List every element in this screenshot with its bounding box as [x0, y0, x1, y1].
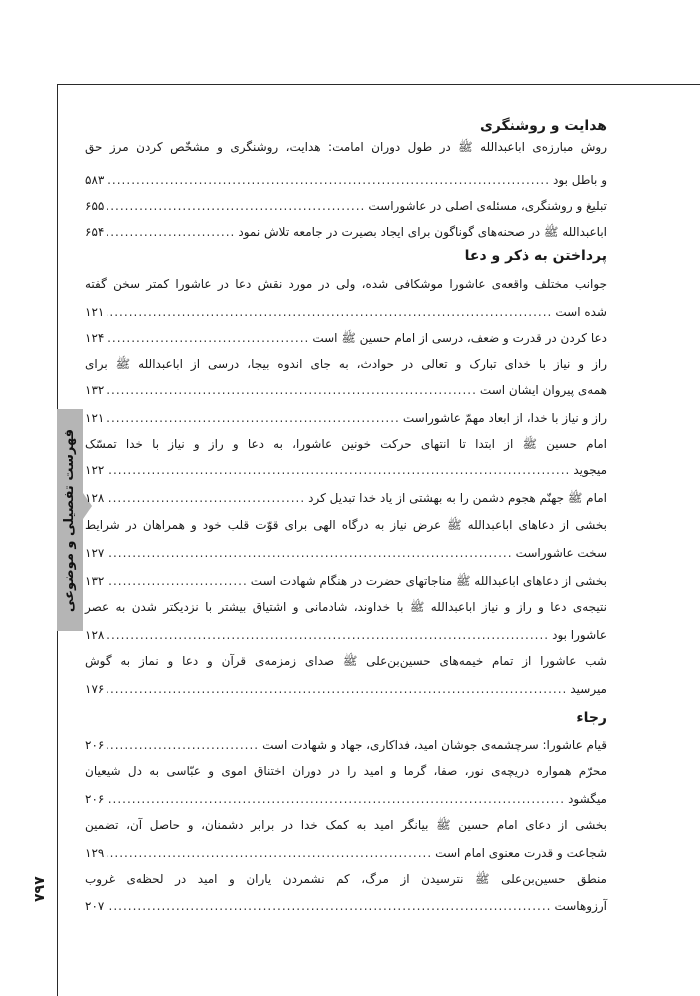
entry-line: منطق حسین‌بن‌علی ﷺ نترسیدن از مرگ، کم نشمردن یاران و امید در لحظه‌ی غروب — [85, 872, 607, 886]
page-number: ۷۹۷ — [32, 876, 48, 902]
index-entry — [85, 571, 607, 591]
page-frame-top-rule — [57, 84, 700, 85]
entry-text: امام ﷺ جهنّم هجوم دشمن را به بهشتی از یاد خدا تبدیل کرد — [308, 491, 607, 505]
index-entry — [85, 625, 607, 645]
entry-text: سخت عاشوراست — [515, 546, 607, 560]
entry-text: میجوید — [573, 463, 607, 477]
entry-text: راز و نیاز با خدا، از ابعاد مهمّ عاشوراست — [402, 411, 607, 425]
dot-leader — [107, 543, 512, 563]
page-ref: ۱۲۱ — [85, 411, 105, 425]
page-ref: ۲۰۶ — [85, 792, 105, 806]
entry-line: راز و نیاز با خدای تبارک و تعالی در حوادث، به جای اندوه بیجا، درسی از اباعبدالله ﷺ برای — [85, 357, 607, 371]
dot-leader — [107, 328, 309, 348]
entry-line: بخشی از دعای امام حسین ﷺ بیانگر امید به کمک خدا در برابر دشمنان، و حاصل آن، تضمین — [85, 818, 607, 832]
index-entry — [85, 679, 607, 699]
dot-leader — [107, 170, 550, 190]
index-entry — [85, 170, 607, 190]
page-ref: ۱۲۸ — [85, 628, 105, 642]
index-entry — [85, 843, 607, 863]
side-tab-label: فهرست تفصیلی و موضوعی — [62, 428, 78, 612]
index-entry — [85, 328, 607, 348]
section-side-tab — [57, 409, 83, 631]
index-entry — [85, 488, 607, 508]
page-ref: ۱۳۲ — [85, 574, 105, 588]
dot-leader — [107, 488, 305, 508]
page-ref: ۱۲۹ — [85, 846, 105, 860]
entry-text: میرسید — [570, 682, 607, 696]
entry-line: روش مبارزه‌ی اباعبدالله ﷺ در طول دوران امامت: هدایت، روشنگری و مشخّص کردن مرز حق — [85, 140, 607, 154]
section-heading: پرداختن به ذکر و دعا — [464, 248, 607, 264]
index-entry — [85, 222, 607, 242]
index-entry — [85, 543, 607, 563]
index-entry — [85, 380, 607, 400]
page-ref: ۱۲۱ — [85, 305, 105, 319]
dot-leader — [107, 843, 432, 863]
entry-text: اباعبدالله ﷺ در صحنه‌های گوناگون برای ایجاد بصیرت در جامعه تلاش نمود — [238, 225, 607, 239]
entry-text: عاشورا بود — [552, 628, 607, 642]
page-ref: ۱۲۷ — [85, 546, 105, 560]
index-entry — [85, 196, 607, 216]
entry-text: بخشی از دعاهای اباعبدالله ﷺ مناجاتهای حضرت در هنگام شهادت است — [250, 574, 607, 588]
dot-leader — [107, 789, 565, 809]
dot-leader — [107, 408, 400, 428]
page-ref: ۱۲۴ — [85, 331, 105, 345]
entry-text: تبلیغ و روشنگری، مسئله‌ی اصلی در عاشوراست — [368, 199, 607, 213]
page-ref: ۱۲۲ — [85, 463, 105, 477]
dot-leader — [107, 302, 552, 322]
dot-leader — [107, 222, 235, 242]
index-entry — [85, 302, 607, 322]
index-entry — [85, 896, 607, 916]
page-ref: ۱۳۲ — [85, 383, 105, 397]
dot-leader — [107, 625, 549, 645]
index-entry — [85, 408, 607, 428]
entry-text: میگشود — [568, 792, 607, 806]
entry-line: محرّم همواره دریچه‌ی نور، صفا، گرما و امید را در دوران اختناق اموی و عبّاسی به دل شیعیان — [85, 764, 607, 778]
dot-leader — [107, 571, 247, 591]
section-heading: رجاء — [576, 710, 607, 726]
entry-text: همه‌ی پیروان ایشان است — [479, 383, 607, 397]
entry-line: شب عاشورا از تمام خیمه‌های حسین‌بن‌علی ﷺ صدای زمزمه‌ی قرآن و دعا و نماز به گوش — [85, 654, 607, 668]
entry-line: نتیجه‌ی دعا و راز و نیاز اباعبدالله ﷺ با خداوند، شادمانی و اشتیاق بیشتر با نزدیکتر شدن به عصر — [85, 600, 607, 614]
entry-text: آرزوهاست — [554, 899, 607, 913]
page-ref: ۱۷۶ — [85, 682, 105, 696]
page-ref: ۶۵۴ — [85, 225, 105, 239]
entry-text: و باطل بود — [553, 173, 607, 187]
page-ref: ۲۰۶ — [85, 738, 105, 752]
entry-text: قیام عاشورا: سرچشمه‌ی جوشان امید، فداکاری، جهاد و شهادت است — [262, 738, 607, 752]
index-entry — [85, 789, 607, 809]
dot-leader — [107, 196, 365, 216]
entry-line: بخشی از دعاهای اباعبدالله ﷺ عرض نیاز به درگاه الهی برای قوّت قلب خود و همراهان در شرایط — [85, 518, 607, 532]
entry-text: شده است — [555, 305, 607, 319]
dot-leader — [107, 896, 551, 916]
page-ref: ۲۰۷ — [85, 899, 105, 913]
entry-text: شجاعت و قدرت معنوی امام است — [435, 846, 607, 860]
entry-line: جوانب مختلف واقعه‌ی عاشورا موشکافی شده، ولی در مورد نقش دعا در عاشورا کمتر سخن گفته — [85, 277, 607, 291]
section-heading: هدایت و روشنگری — [479, 118, 607, 134]
dot-leader — [107, 735, 259, 755]
page-ref: ۵۸۳ — [85, 173, 105, 187]
dot-leader — [107, 380, 477, 400]
index-entry — [85, 460, 607, 480]
page-ref: ۱۲۸ — [85, 491, 105, 505]
entry-text: دعا کردن در قدرت و ضعف، درسی از امام حسین ﷺ است — [312, 331, 607, 345]
dot-leader — [107, 460, 570, 480]
entry-line: امام حسین ﷺ از ابتدا تا انتهای حرکت خونین عاشورا، به دعا و راز و نیاز با خدا تمسّک — [85, 437, 607, 451]
page-ref: ۶۵۵ — [85, 199, 105, 213]
dot-leader — [107, 679, 567, 699]
index-entry — [85, 735, 607, 755]
